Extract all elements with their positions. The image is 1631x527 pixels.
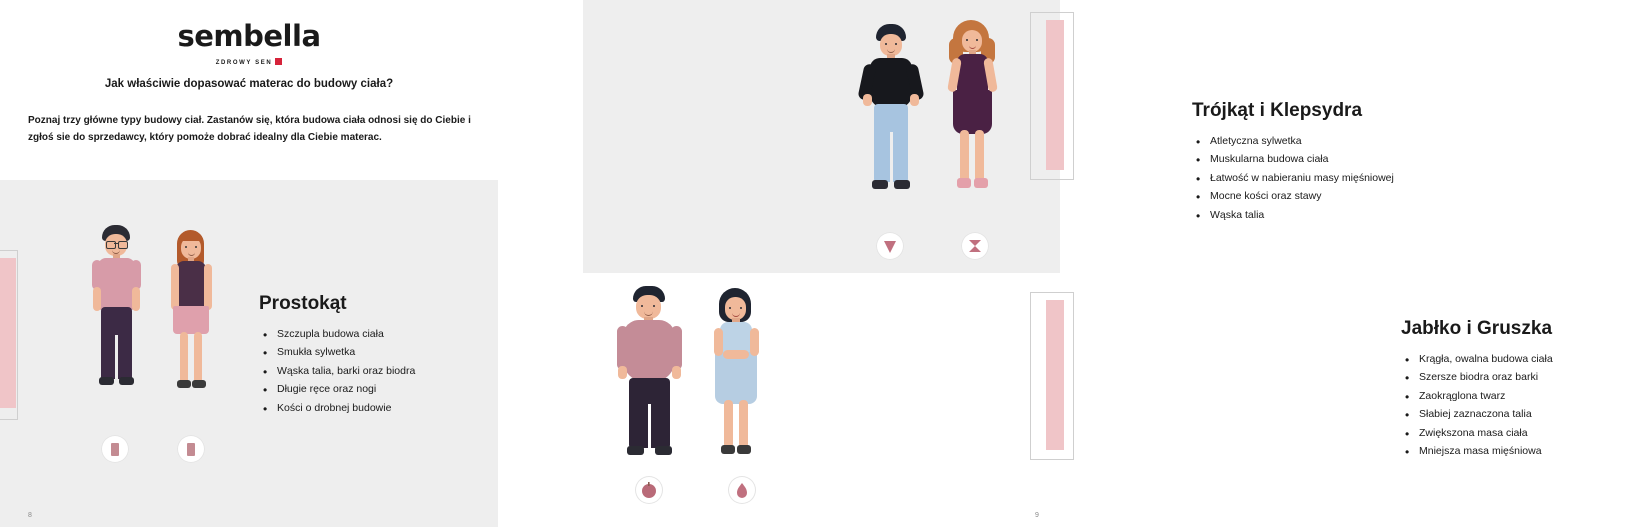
list-item: • Łatwość w nabieraniu masy mięśniowej	[1208, 169, 1442, 187]
page-title: Jak właściwie dopasować materac do budowy ciała?	[104, 78, 394, 90]
list-item: • Słabiej zaznaczona talia	[1417, 405, 1631, 423]
badge-apple-shape	[635, 476, 663, 504]
illustration-slim-woman	[163, 228, 219, 416]
list-item: • Kości o drobnej budowie	[275, 399, 479, 417]
illustration-apple-man	[615, 286, 685, 486]
rectangle-feature-list	[259, 325, 479, 417]
list-item: • Smukła sylwetka	[275, 343, 479, 361]
brand-tagline: ZDROWY SEN	[216, 58, 283, 66]
page-number-left: 8	[28, 512, 32, 519]
illustration-slim-man	[88, 225, 144, 415]
list-item: • Zwiększona masa ciała	[1417, 424, 1631, 442]
illustration-pear-woman	[705, 288, 767, 486]
badge-triangle-shape	[876, 232, 904, 260]
illustration-hourglass-woman	[941, 20, 1003, 220]
badge-rectangle-shape-1	[101, 435, 129, 463]
apple-pear-feature-list	[1401, 350, 1631, 460]
rectangle-body-type-text	[259, 293, 479, 417]
list-item: • Szersze biodra oraz barki	[1417, 368, 1631, 386]
list-item: • Wąska talia	[1208, 206, 1442, 224]
brand-square-icon	[275, 58, 282, 65]
triangle-hourglass-title: Trójkąt i Klepsydra	[1192, 100, 1363, 121]
badge-hourglass-shape	[961, 232, 989, 260]
intro-paragraph: Poznaj trzy główne typy budowy ciał. Zastanów się, która budowa ciała odnosi się do Ciebie i zgłoś sie do sprzedawcy, który pomoże dobrać idealny dla Ciebie materac.	[28, 115, 471, 143]
slide-body-types-detail	[583, 0, 1553, 527]
brand-name: sembella	[177, 19, 321, 53]
list-item: • Krągła, owalna budowa ciała	[1417, 350, 1631, 368]
list-item: • Atletyczna sylwetka	[1208, 132, 1442, 150]
pear-shape-icon	[728, 476, 756, 504]
list-item: • Wąska talia, barki oraz biodra	[275, 362, 479, 380]
rectangle-shape-icon	[177, 435, 205, 463]
slide-gutter	[498, 0, 583, 527]
rectangle-shape-icon	[101, 435, 129, 463]
list-item: • Mniejsza masa mięśniowa	[1417, 442, 1631, 460]
apple-pear-title: Jabłko i Gruszka	[1401, 318, 1553, 339]
apple-pear-text	[1401, 318, 1631, 460]
triangle-hourglass-feature-list	[1192, 132, 1442, 224]
list-item: • Szczupla budowa ciała	[275, 325, 479, 343]
decorative-frame	[1030, 292, 1074, 460]
list-item: • Mocne kości oraz stawy	[1208, 187, 1442, 205]
apple-shape-icon	[635, 476, 663, 504]
slide-body-types-intro	[0, 0, 498, 527]
illustration-athletic-man	[860, 24, 922, 220]
decorative-frame	[1030, 12, 1074, 180]
list-item: • Muskularna budowa ciała	[1208, 150, 1442, 168]
triangle-hourglass-text	[1192, 100, 1442, 224]
badge-pear-shape	[728, 476, 756, 504]
decorative-frame	[0, 250, 18, 420]
triangle-shape-icon	[876, 232, 904, 260]
hourglass-shape-icon	[961, 232, 989, 260]
rectangle-title: Prostokąt	[259, 293, 347, 314]
list-item: • Długie ręce oraz nogi	[275, 380, 479, 398]
page-number-right: 9	[1035, 512, 1039, 519]
badge-rectangle-shape-2	[177, 435, 205, 463]
list-item: • Zaokrąglona twarz	[1417, 387, 1631, 405]
brand-logo	[0, 19, 498, 69]
